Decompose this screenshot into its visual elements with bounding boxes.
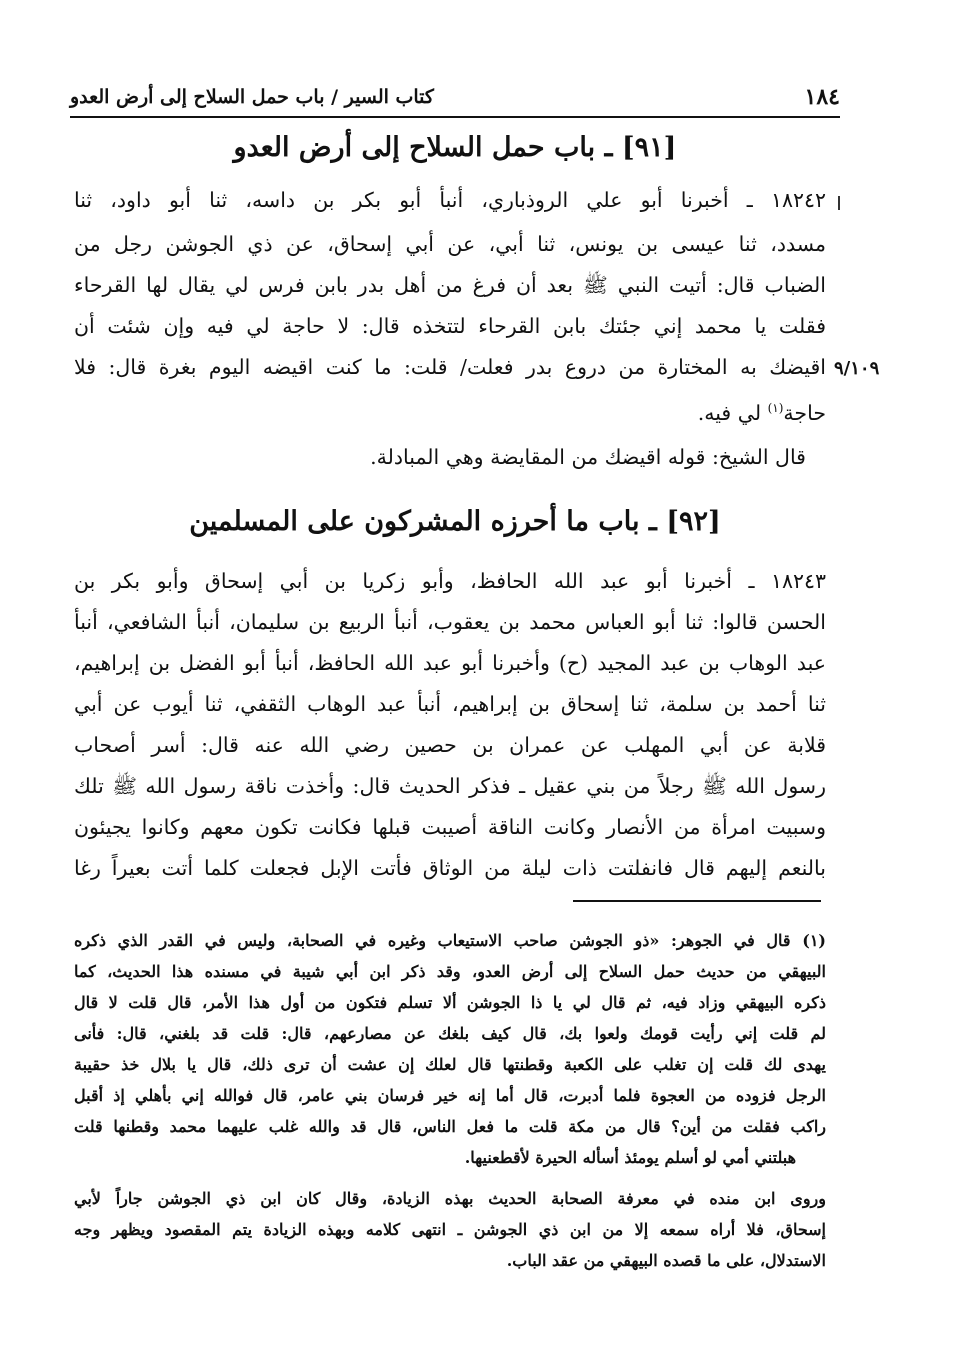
text-line xyxy=(74,393,826,428)
footnote-line: لم قلت إني رأيت قومك ولعوا بك، قال كيف بلغك عن مصارعهم، قال: قلت قد بلغني، قال: فأنى xyxy=(74,1024,826,1043)
chapter-heading-92: [٩٢] ـ باب ما أحرزه المشركون على المسلمين xyxy=(189,506,721,537)
running-title: كتاب السير / باب حمل السلاح إلى أرض العدو xyxy=(70,86,434,108)
text-line: ١٨٢٤٢ ـ أخبرنا أبو علي الروذباري، أنبأ أبو بكر بن داسه، ثنا أبو داود، ثنا xyxy=(74,188,826,212)
footnote-line: البيهقي من حديث حمل السلاح إلى أرض العدو، وقد ذكر ابن أبي شيبة في مسنده هذا الحديث، كما xyxy=(74,962,826,981)
footnote-line: (١) قال في الجوهر: «ذو الجوشن صاحب الاستيعاب وغيره في الصحابة، وليس في القدر الذي ذكره xyxy=(74,931,826,950)
sheikh-comment: قال الشيخ: قوله اقيضك من المقايضة وهي المبادلة. xyxy=(370,445,806,469)
text-line: فقلت يا محمد إني جئتك بابن القرحاء لتتخذه قال: لا حاجة لي فيه وإن شئت أن xyxy=(74,314,826,338)
footnote-line: هبلتني أمي لو أسلم يومئذ أسأله الحيرة لأقطعنيها. xyxy=(464,1148,796,1167)
footnote-line: راكب فقلت من أين؟ قال من مكة قلت ما فعل الناس، قال قد والله غلب عليهما محمد وقطنها قلت xyxy=(74,1117,826,1136)
text-fragment: حاجة xyxy=(783,400,826,425)
footnote-line: وروى ابن منده في معرفة الصحابة الحديث بهذه الزيادة، وقال كان ابن ذي الجوشن جاراً لأبي xyxy=(74,1189,826,1208)
text-line: رسول الله ﷺ رجلاً من بني عقيل ـ فذكر الحديث قال: وأخذت ناقة رسول الله ﷺ تلك xyxy=(74,774,826,798)
footnote-line: ذكره البيهقي وزاد فيه، ثم قال لي يا ذا الجوشن ألا تسلم فتكون من أول هذا الأمر، قال قلت لا قال xyxy=(74,993,826,1012)
text-line: مسدد، ثنا عيسى بن يونس، ثنا أبي، عن أبي إسحاق، عن ذي الجوشن رجل من xyxy=(74,232,826,256)
margin-mark xyxy=(838,196,840,210)
text-line: الضباب قال: أتيت النبي ﷺ بعد أن فرغ من أهل بدر بابن فرس لي يقال لها القرحاء xyxy=(74,273,826,297)
footnote-line: إسحاق، فلا أراه سمعه إلا من ابن ذي الجوشن ـ انتهى كلامه وبهذه الزيادة يتم المقصود ويظهر وجه xyxy=(74,1220,827,1239)
chapter-heading-91: [٩١] ـ باب حمل السلاح إلى أرض العدو xyxy=(233,132,677,163)
running-header xyxy=(70,82,840,118)
text-line: وسبيت امرأة من الأنصار وكانت الناقة أصيبت قبلها فكانت تكون معهم وكانوا يجيئون xyxy=(74,815,826,839)
margin-page-reference: ٩/١٠٩ xyxy=(834,358,880,379)
footnote-line: الاستدلال، على ما قصده البيهقي من عقد الباب. xyxy=(506,1251,826,1270)
text-line: ثنا أحمد بن سلمة، ثنا إسحاق بن إبراهيم، أنبأ عبد الوهاب الثقفي، ثنا أيوب عن أبي xyxy=(74,692,826,716)
footnote-separator xyxy=(573,900,821,902)
text-line: الحسن قالوا: ثنا أبو العباس محمد بن يعقوب، أنبأ الربيع بن سليمان، أنبأ الشافعي، أنبأ xyxy=(74,610,826,634)
text-line: بالنعم إليهم قال فانفلتت ذات ليلة من الوثاق فأتت الإبل فجعلت كلما أتت بعيراً رغا xyxy=(74,856,826,880)
text-line: اقيضك به المختارة من دروع بدر فعلت/ قلت: ما كنت اقيضه اليوم بغرة قال: فلا xyxy=(74,355,826,379)
page-number: ١٨٤ xyxy=(804,84,840,110)
footnote-reference: (١) xyxy=(767,401,784,415)
text-line: عبد الوهاب بن عبد المجيد (ح) وأخبرنا أبو عبد الله الحافظ، أنبأ أبو الفضل بن إبراهيم، xyxy=(74,651,826,675)
text-line: قلابة عن أبي المهلب عن عمران بن حصين رضي الله عنه قال: أسر أصحاب xyxy=(74,733,826,757)
footnote-line: يهدى لك قلت إن تغلب على الكعبة وقطنتها قال لعلك إن عشت أن ترى ذلك، قال يا بلال خذ حقيبة xyxy=(74,1055,826,1074)
text-fragment: لي فيه. xyxy=(697,400,768,425)
text-line: ١٨٢٤٣ ـ أخبرنا أبو عبد الله الحافظ، وأبو زكريا بن أبي إسحاق وأبو بكر بن xyxy=(74,569,826,593)
footnote-line: الرجل فزوده من العجوة فلما أدبرت، قال أما إنه خير فرسان بني عامر، قال فوالله إني بأهلي إذ أقبل xyxy=(74,1086,826,1105)
